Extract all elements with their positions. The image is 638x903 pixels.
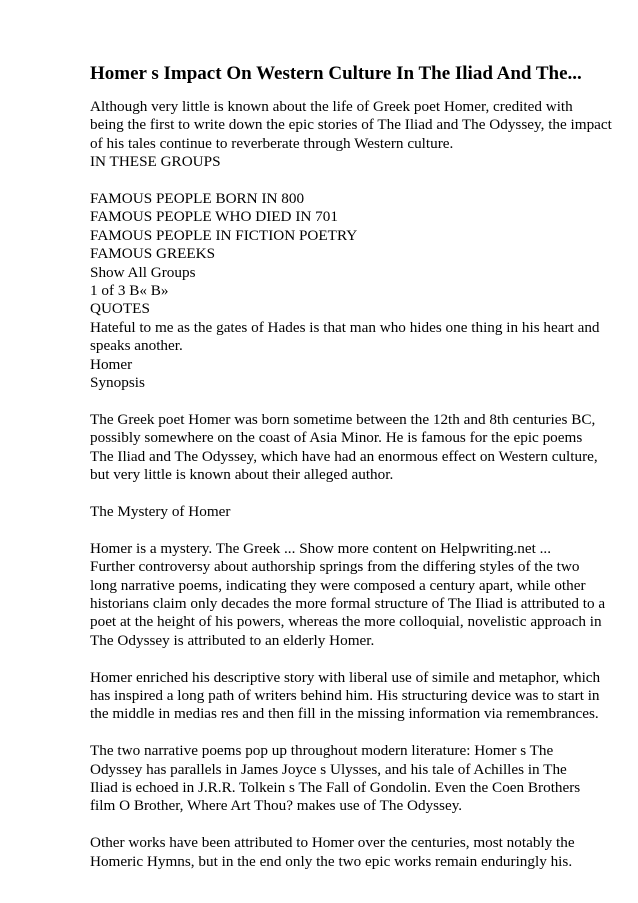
text-line: QUOTES xyxy=(90,300,150,318)
text-line: poet at the height of his powers, whereas the more colloquial, novelistic approach in xyxy=(90,613,602,631)
text-line: 1 of 3 B« B» xyxy=(90,282,169,300)
text-line: but very little is known about their alleged author. xyxy=(90,466,394,484)
blank-line xyxy=(90,172,600,190)
text-line: of his tales continue to reverberate through Western culture. xyxy=(90,134,454,152)
text-line: film O Brother, Where Art Thou? makes use of The Odyssey. xyxy=(90,797,463,815)
text-line: IN THESE GROUPS xyxy=(90,153,221,171)
blank-line xyxy=(90,816,600,834)
text-line: The Greek poet Homer was born sometime between the 12th and 8th centuries BC, xyxy=(90,410,596,428)
text-line: historians claim only decades the more formal structure of The Iliad is attributed to a xyxy=(90,594,606,612)
document-body xyxy=(90,98,612,871)
text-line: being the first to write down the epic stories of The Iliad and The Odyssey, the impact xyxy=(90,116,612,134)
blank-line xyxy=(90,521,600,539)
text-line: FAMOUS GREEKS xyxy=(90,245,216,263)
text-line: FAMOUS PEOPLE IN FICTION POETRY xyxy=(90,226,358,244)
text-line: Iliad is echoed in J.R.R. Tolkein s The Fall of Gondolin. Even the Coen Brothers xyxy=(90,778,581,796)
text-line: Hateful to me as the gates of Hades is that man who hides one thing in his heart and xyxy=(90,318,600,336)
text-line: The Iliad and The Odyssey, which have had an enormous effect on Western culture, xyxy=(90,447,598,465)
text-line: has inspired a long path of writers behind him. His structuring device was to start in xyxy=(90,686,600,704)
blank-line xyxy=(90,392,600,410)
text-line: speaks another. xyxy=(90,337,183,355)
document-title: Homer s Impact On Western Culture In The Iliad And The... xyxy=(90,63,582,84)
blank-line xyxy=(90,724,600,742)
text-line: The two narrative poems pop up throughout modern literature: Homer s The xyxy=(90,742,554,760)
text-line: Show All Groups xyxy=(90,263,196,281)
text-line: Homer is a mystery. The Greek ... Show more content on Helpwriting.net ... xyxy=(90,539,552,557)
blank-line xyxy=(90,485,600,503)
document-page xyxy=(90,62,612,871)
text-line: Odyssey has parallels in James Joyce s Ulysses, and his tale of Achilles in The xyxy=(90,760,567,778)
text-line: The Odyssey is attributed to an elderly Homer. xyxy=(90,631,375,649)
text-line: Other works have been attributed to Homer over the centuries, most notably the xyxy=(90,834,575,852)
text-line: Homer enriched his descriptive story with liberal use of simile and metaphor, which xyxy=(90,668,601,686)
text-line: FAMOUS PEOPLE BORN IN 800 xyxy=(90,190,305,208)
text-line: possibly somewhere on the coast of Asia Minor. He is famous for the epic poems xyxy=(90,429,583,447)
text-line: Although very little is known about the life of Greek poet Homer, credited with xyxy=(90,98,573,115)
text-line: Homeric Hymns, but in the end only the two epic works remain enduringly his. xyxy=(90,852,573,870)
text-line: Synopsis xyxy=(90,374,145,392)
text-line: The Mystery of Homer xyxy=(90,502,231,520)
blank-line xyxy=(90,650,600,668)
text-line: long narrative poems, indicating they were composed a century apart, while other xyxy=(90,576,586,594)
text-line: Homer xyxy=(90,355,133,373)
text-line: Further controversy about authorship springs from the differing styles of the two xyxy=(90,558,580,576)
text-line: the middle in medias res and then fill in the missing information via remembrances. xyxy=(90,705,599,723)
text-line: FAMOUS PEOPLE WHO DIED IN 701 xyxy=(90,208,338,226)
